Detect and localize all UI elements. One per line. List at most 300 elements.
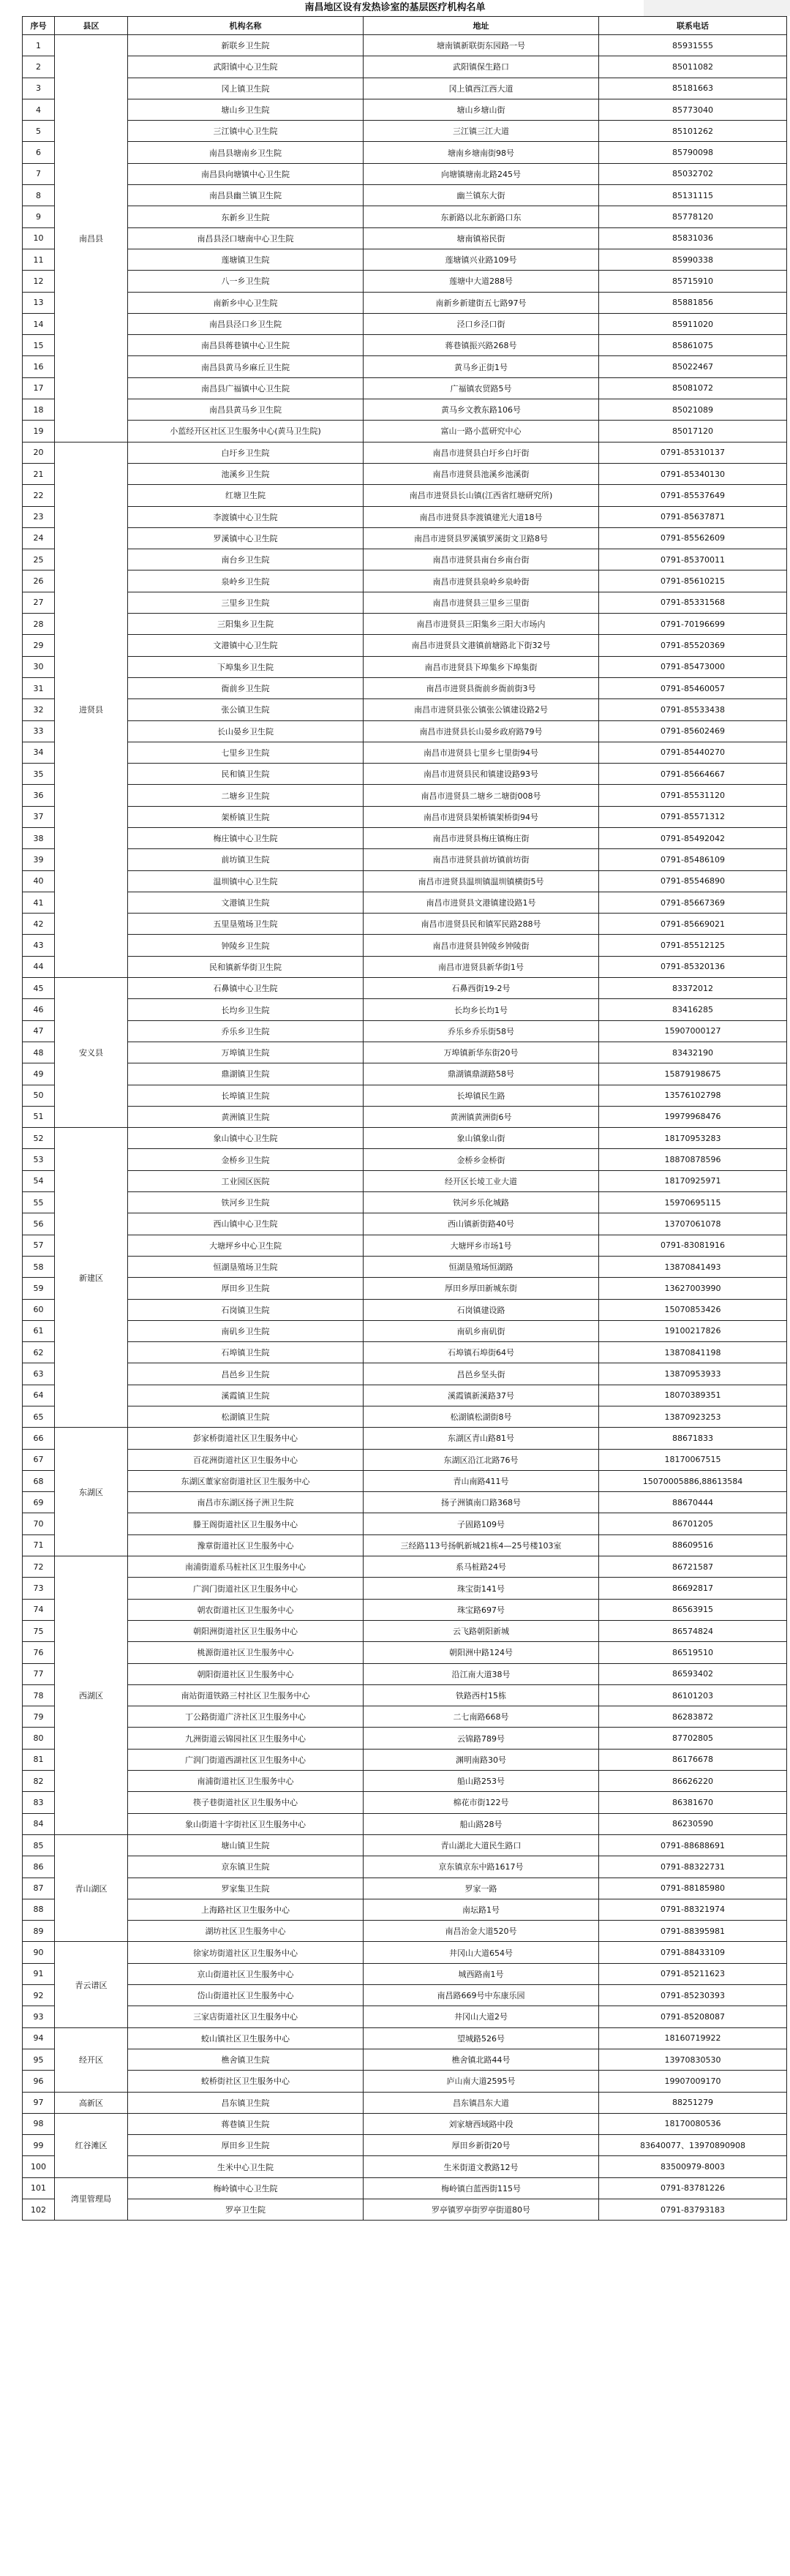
institution-name: 文港镇中心卫生院 <box>128 635 364 656</box>
phone-number: 85017120 <box>599 421 787 442</box>
row-index: 95 <box>23 2049 55 2070</box>
row-index: 54 <box>23 1170 55 1191</box>
table-row <box>23 1063 787 1085</box>
row-index: 62 <box>23 1342 55 1363</box>
row-index: 25 <box>23 549 55 570</box>
header-index: 序号 <box>23 17 55 35</box>
row-index: 50 <box>23 1085 55 1106</box>
address: 罗亭镇罗亭街罗亭街道80号 <box>364 2199 599 2220</box>
table-row <box>23 1106 787 1127</box>
table-row <box>23 1470 787 1491</box>
row-index: 83 <box>23 1792 55 1813</box>
phone-number: 0791-83081916 <box>599 1235 787 1256</box>
phone-number: 0791-88322731 <box>599 1856 787 1878</box>
phone-number: 88671833 <box>599 1428 787 1449</box>
row-index: 43 <box>23 935 55 956</box>
table-row <box>23 2177 787 2199</box>
institution-name: 梅岭镇中心卫生院 <box>128 2177 364 2199</box>
institution-name: 金桥乡卫生院 <box>128 1149 364 1170</box>
row-index: 85 <box>23 1834 55 1856</box>
address: 昌邑乡坚头街 <box>364 1363 599 1385</box>
institution-name: 长埠镇卫生院 <box>128 1085 364 1106</box>
address: 南昌市进贤县李渡镇建光大道18号 <box>364 506 599 527</box>
table-row <box>23 614 787 635</box>
header-address: 地址 <box>364 17 599 35</box>
row-index: 76 <box>23 1642 55 1663</box>
row-index: 10 <box>23 227 55 249</box>
phone-number: 0791-85667369 <box>599 892 787 913</box>
table-row <box>23 421 787 442</box>
table-row <box>23 2027 787 2049</box>
row-index: 81 <box>23 1749 55 1770</box>
row-index: 7 <box>23 163 55 184</box>
institution-name: 蛟桥街社区卫生服务中心 <box>128 2071 364 2092</box>
institution-name: 筷子巷街道社区卫生服务中心 <box>128 1792 364 1813</box>
phone-number: 0791-85602469 <box>599 720 787 742</box>
table-row <box>23 1878 787 1899</box>
institution-name: 八一乡卫生院 <box>128 271 364 292</box>
table-row <box>23 1363 787 1385</box>
table-row <box>23 2135 787 2156</box>
institution-name: 南昌县塘南乡卫生院 <box>128 142 364 163</box>
row-index: 4 <box>23 99 55 120</box>
row-index: 8 <box>23 185 55 206</box>
header-institution: 机构名称 <box>128 17 364 35</box>
address: 三经路113号扬帆新城21栋4—25号楼103室 <box>364 1534 599 1556</box>
institution-name: 三阳集乡卫生院 <box>128 614 364 635</box>
table-row <box>23 742 787 763</box>
address: 罗家一路 <box>364 1878 599 1899</box>
page-title: 南昌地区设有发热诊室的基层医疗机构名单 <box>304 2 486 13</box>
row-index: 80 <box>23 1728 55 1749</box>
table-row <box>23 870 787 892</box>
institution-name: 三江镇中心卫生院 <box>128 121 364 142</box>
row-index: 74 <box>23 1599 55 1620</box>
institution-name: 南昌县广福镇中心卫生院 <box>128 377 364 399</box>
row-index: 29 <box>23 635 55 656</box>
address: 长均乡长均1号 <box>364 999 599 1020</box>
address: 东新路以北东新路口东 <box>364 206 599 227</box>
table-row <box>23 313 787 334</box>
phone-number: 86381670 <box>599 1792 787 1813</box>
phone-number: 18170067515 <box>599 1449 787 1470</box>
address: 云锦路789号 <box>364 1728 599 1749</box>
phone-number: 85911020 <box>599 313 787 334</box>
address: 厚田乡厚田新城东街 <box>364 1278 599 1299</box>
table-row <box>23 699 787 720</box>
row-index: 92 <box>23 1985 55 2006</box>
clinic-table <box>22 16 787 2221</box>
table-row <box>23 806 787 827</box>
address: 南昌市进贤县长山镇(江西省红塘研究所) <box>364 485 599 506</box>
institution-name: 滕王阁街道社区卫生服务中心 <box>128 1513 364 1534</box>
address: 东湖区青山路81号 <box>364 1428 599 1449</box>
institution-name: 岱山街道社区卫生服务中心 <box>128 1985 364 2006</box>
table-row <box>23 1556 787 1578</box>
row-index: 99 <box>23 2135 55 2156</box>
phone-number: 13870923253 <box>599 1406 787 1428</box>
row-index: 15 <box>23 335 55 356</box>
phone-number: 18070389351 <box>599 1385 787 1406</box>
address: 刘家塘西域路中段 <box>364 2113 599 2134</box>
table-row <box>23 99 787 120</box>
phone-number: 88609516 <box>599 1534 787 1556</box>
phone-number: 86519510 <box>599 1642 787 1663</box>
phone-number: 0791-88321974 <box>599 1899 787 1920</box>
table-row <box>23 335 787 356</box>
institution-name: 民和镇卫生院 <box>128 764 364 785</box>
institution-name: 南昌市东湖区扬子洲卫生院 <box>128 1492 364 1513</box>
address: 昌东镇昌东大道 <box>364 2092 599 2113</box>
district-cell: 青云谱区 <box>55 1942 128 2027</box>
row-index: 90 <box>23 1942 55 1963</box>
institution-name: 石埠镇卫生院 <box>128 1342 364 1363</box>
phone-number: 0791-85340130 <box>599 463 787 484</box>
address: 南昌市进贤县梅庄镇梅庄街 <box>364 827 599 848</box>
address: 石岗镇建设路 <box>364 1299 599 1320</box>
institution-name: 南新乡中心卫生院 <box>128 292 364 313</box>
institution-name: 鼎湖镇卫生院 <box>128 1063 364 1085</box>
row-index: 13 <box>23 292 55 313</box>
table-row <box>23 656 787 677</box>
institution-name: 昌东镇卫生院 <box>128 2092 364 2113</box>
table-row <box>23 764 787 785</box>
table-row <box>23 292 787 313</box>
row-index: 2 <box>23 56 55 78</box>
table-row <box>23 442 787 463</box>
row-index: 16 <box>23 356 55 377</box>
address: 井冈山大道654号 <box>364 1942 599 1963</box>
row-index: 94 <box>23 2027 55 2049</box>
row-index: 72 <box>23 1556 55 1578</box>
institution-name: 七里乡卫生院 <box>128 742 364 763</box>
phone-number: 85181663 <box>599 78 787 99</box>
phone-number: 13707061078 <box>599 1213 787 1235</box>
phone-number: 0791-85537649 <box>599 485 787 506</box>
table-row <box>23 1642 787 1663</box>
institution-name: 李渡镇中心卫生院 <box>128 506 364 527</box>
row-index: 98 <box>23 2113 55 2134</box>
address: 恒湖垦殖场恒湖路 <box>364 1256 599 1277</box>
institution-name: 松湖镇卫生院 <box>128 1406 364 1428</box>
phone-number: 0791-88433109 <box>599 1942 787 1963</box>
row-index: 36 <box>23 785 55 806</box>
institution-name: 湖坊社区卫生服务中心 <box>128 1921 364 1942</box>
address: 船山路253号 <box>364 1771 599 1792</box>
row-index: 1 <box>23 35 55 56</box>
institution-name: 京山街道社区卫生服务中心 <box>128 1963 364 1984</box>
phone-number: 85011082 <box>599 56 787 78</box>
table-row <box>23 1020 787 1042</box>
table-row <box>23 1706 787 1728</box>
institution-name: 南昌县蒋巷镇中心卫生院 <box>128 335 364 356</box>
institution-name: 塘山镇卫生院 <box>128 1834 364 1856</box>
phone-number: 86692817 <box>599 1578 787 1599</box>
phone-number: 86101203 <box>599 1684 787 1706</box>
address: 南昌市进贤县南台乡南台街 <box>364 549 599 570</box>
row-index: 3 <box>23 78 55 99</box>
address: 樵舍镇北路44号 <box>364 2049 599 2070</box>
table-row <box>23 1192 787 1213</box>
district-cell: 西湖区 <box>55 1556 128 1835</box>
district-cell: 进贤县 <box>55 442 128 977</box>
address: 冈上镇西江西大道 <box>364 78 599 99</box>
phone-number: 0791-85531120 <box>599 785 787 806</box>
institution-name: 温圳镇中心卫生院 <box>128 870 364 892</box>
table-row <box>23 1320 787 1341</box>
table-row <box>23 356 787 377</box>
row-index: 66 <box>23 1428 55 1449</box>
table-row <box>23 1578 787 1599</box>
phone-number: 83432190 <box>599 1042 787 1063</box>
institution-name: 东湖区董家窑街道社区卫生服务中心 <box>128 1470 364 1491</box>
table-row <box>23 56 787 78</box>
district-cell: 青山湖区 <box>55 1834 128 1941</box>
phone-number: 85032702 <box>599 163 787 184</box>
row-index: 58 <box>23 1256 55 1277</box>
phone-number: 0791-85370011 <box>599 549 787 570</box>
table-row <box>23 142 787 163</box>
row-index: 71 <box>23 1534 55 1556</box>
phone-number: 83416285 <box>599 999 787 1020</box>
institution-name: 长山晏乡卫生院 <box>128 720 364 742</box>
table-row <box>23 978 787 999</box>
row-index: 88 <box>23 1899 55 1920</box>
address: 黄马乡正街1号 <box>364 356 599 377</box>
table-row <box>23 2049 787 2070</box>
row-index: 78 <box>23 1684 55 1706</box>
institution-name: 彭家桥街道社区卫生服务中心 <box>128 1428 364 1449</box>
district-cell: 南昌县 <box>55 35 128 442</box>
district-cell: 湾里管理局 <box>55 2177 128 2221</box>
table-row <box>23 1620 787 1641</box>
row-index: 19 <box>23 421 55 442</box>
institution-name: 三里乡卫生院 <box>128 592 364 613</box>
row-index: 79 <box>23 1706 55 1728</box>
row-index: 37 <box>23 806 55 827</box>
institution-name: 工业园区医院 <box>128 1170 364 1191</box>
table-row <box>23 1663 787 1684</box>
table-row <box>23 1213 787 1235</box>
row-index: 53 <box>23 1149 55 1170</box>
institution-name: 梅庄镇中心卫生院 <box>128 827 364 848</box>
address: 二七南路668号 <box>364 1706 599 1728</box>
phone-number: 0791-85331568 <box>599 592 787 613</box>
phone-number: 86283872 <box>599 1706 787 1728</box>
table-row <box>23 1942 787 1963</box>
address: 向塘镇塘南北路245号 <box>364 163 599 184</box>
address: 井冈山大道2号 <box>364 2006 599 2027</box>
address: 莲塘中大道288号 <box>364 271 599 292</box>
table-row <box>23 2006 787 2027</box>
address: 庐山南大道2595号 <box>364 2071 599 2092</box>
address: 珠宝街141号 <box>364 1578 599 1599</box>
phone-number: 85715910 <box>599 271 787 292</box>
phone-number: 0791-88395981 <box>599 1921 787 1942</box>
institution-name: 前坊镇卫生院 <box>128 849 364 870</box>
table-row <box>23 592 787 613</box>
row-index: 68 <box>23 1470 55 1491</box>
phone-number: 86176678 <box>599 1749 787 1770</box>
table-row <box>23 570 787 592</box>
phone-number: 13870953933 <box>599 1363 787 1385</box>
phone-number: 18170953283 <box>599 1128 787 1149</box>
address: 朝阳洲中路124号 <box>364 1642 599 1663</box>
institution-name: 罗溪镇中心卫生院 <box>128 527 364 549</box>
table-row <box>23 785 787 806</box>
table-row <box>23 35 787 56</box>
table-row <box>23 1299 787 1320</box>
address: 梅岭镇白蓝西街115号 <box>364 2177 599 2199</box>
address: 南昌市进贤县文港镇建设路1号 <box>364 892 599 913</box>
row-index: 70 <box>23 1513 55 1534</box>
row-index: 100 <box>23 2156 55 2177</box>
institution-name: 丁公路街道广济社区卫生服务中心 <box>128 1706 364 1728</box>
table-row <box>23 1963 787 1984</box>
institution-name: 石岗镇卫生院 <box>128 1299 364 1320</box>
row-index: 65 <box>23 1406 55 1428</box>
row-index: 84 <box>23 1813 55 1834</box>
table-row <box>23 485 787 506</box>
phone-number: 0791-70196699 <box>599 614 787 635</box>
institution-name: 小蓝经开区社区卫生服务中心(黄马卫生院) <box>128 421 364 442</box>
phone-number: 0791-85669021 <box>599 914 787 935</box>
address: 大塘坪乡市场1号 <box>364 1235 599 1256</box>
address: 黄洲镇黄洲街6号 <box>364 1106 599 1127</box>
table-row <box>23 1492 787 1513</box>
address: 南昌市进贤县三里乡三里街 <box>364 592 599 613</box>
table-row <box>23 1428 787 1449</box>
institution-name: 民和镇新华街卫生院 <box>128 956 364 977</box>
row-index: 102 <box>23 2199 55 2220</box>
phone-number: 86574824 <box>599 1620 787 1641</box>
phone-number: 15879198675 <box>599 1063 787 1085</box>
table-row <box>23 527 787 549</box>
row-index: 44 <box>23 956 55 977</box>
address: 泾口乡泾口街 <box>364 313 599 334</box>
phone-number: 19100217826 <box>599 1320 787 1341</box>
institution-name: 泉岭乡卫生院 <box>128 570 364 592</box>
row-index: 31 <box>23 677 55 698</box>
table-row <box>23 163 787 184</box>
phone-number: 0791-88688691 <box>599 1834 787 1856</box>
row-index: 60 <box>23 1299 55 1320</box>
address: 塘南镇新联街东园路一号 <box>364 35 599 56</box>
row-index: 48 <box>23 1042 55 1063</box>
phone-number: 0791-85664667 <box>599 764 787 785</box>
address: 子固路109号 <box>364 1513 599 1534</box>
institution-name: 衙前乡卫生院 <box>128 677 364 698</box>
institution-name: 长均乡卫生院 <box>128 999 364 1020</box>
table-row <box>23 1813 787 1834</box>
row-index: 93 <box>23 2006 55 2027</box>
table-row <box>23 249 787 270</box>
institution-name: 莲塘镇卫生院 <box>128 249 364 270</box>
table-row <box>23 2092 787 2113</box>
row-index: 22 <box>23 485 55 506</box>
district-cell: 经开区 <box>55 2027 128 2092</box>
address: 南昌市进贤县新华街1号 <box>364 956 599 977</box>
phone-number: 19907009170 <box>599 2071 787 2092</box>
table-row <box>23 227 787 249</box>
institution-name: 蒋巷镇卫生院 <box>128 2113 364 2134</box>
row-index: 67 <box>23 1449 55 1470</box>
row-index: 23 <box>23 506 55 527</box>
address: 系马桩路24号 <box>364 1556 599 1578</box>
phone-number: 18170925971 <box>599 1170 787 1191</box>
phone-number: 0791-85562609 <box>599 527 787 549</box>
row-index: 42 <box>23 914 55 935</box>
address: 长埠镇民生路 <box>364 1085 599 1106</box>
phone-number: 87702805 <box>599 1728 787 1749</box>
institution-name: 象山镇中心卫生院 <box>128 1128 364 1149</box>
phone-number: 86593402 <box>599 1663 787 1684</box>
phone-number: 0791-88185980 <box>599 1878 787 1899</box>
address: 经开区长堎工业大道 <box>364 1170 599 1191</box>
row-index: 26 <box>23 570 55 592</box>
address: 铁路西村15栋 <box>364 1684 599 1706</box>
address: 珠宝路697号 <box>364 1599 599 1620</box>
address: 塘南乡塘南街98号 <box>364 142 599 163</box>
phone-number: 0791-85610215 <box>599 570 787 592</box>
header-district: 县区 <box>55 17 128 35</box>
phone-number: 13870841198 <box>599 1342 787 1363</box>
address: 南坛路1号 <box>364 1899 599 1920</box>
phone-number: 86563915 <box>599 1599 787 1620</box>
row-index: 45 <box>23 978 55 999</box>
phone-number: 0791-85486109 <box>599 849 787 870</box>
table-row <box>23 377 787 399</box>
table-row <box>23 849 787 870</box>
phone-number: 83372012 <box>599 978 787 999</box>
table-row <box>23 677 787 698</box>
table-row <box>23 1513 787 1534</box>
phone-number: 85022467 <box>599 356 787 377</box>
address: 蒋巷镇振兴路268号 <box>364 335 599 356</box>
row-index: 5 <box>23 121 55 142</box>
address: 南昌市进贤县衙前乡衙前街3号 <box>364 677 599 698</box>
institution-name: 西山镇中心卫生院 <box>128 1213 364 1235</box>
district-cell: 新建区 <box>55 1128 128 1428</box>
table-row <box>23 1149 787 1170</box>
row-index: 20 <box>23 442 55 463</box>
phone-number: 85861075 <box>599 335 787 356</box>
table-row <box>23 2071 787 2092</box>
phone-number: 85790098 <box>599 142 787 163</box>
institution-name: 南昌县泾口乡卫生院 <box>128 313 364 334</box>
row-index: 91 <box>23 1963 55 1984</box>
address: 南昌市进贤县文港镇前塘路北下街32号 <box>364 635 599 656</box>
address: 船山路28号 <box>364 1813 599 1834</box>
phone-number: 0791-85208087 <box>599 2006 787 2027</box>
phone-number: 13627003990 <box>599 1278 787 1299</box>
address: 渊明南路30号 <box>364 1749 599 1770</box>
phone-number: 85081072 <box>599 377 787 399</box>
institution-name: 万埠镇卫生院 <box>128 1042 364 1063</box>
institution-name: 南昌县黄马乡卫生院 <box>128 399 364 421</box>
row-index: 14 <box>23 313 55 334</box>
phone-number: 0791-85320136 <box>599 956 787 977</box>
address: 南昌市进贤县温圳镇温圳镇横街5号 <box>364 870 599 892</box>
phone-number: 0791-85520369 <box>599 635 787 656</box>
phone-number: 83640077、13970890908 <box>599 2135 787 2156</box>
phone-number: 86626220 <box>599 1771 787 1792</box>
address: 南昌市进贤县民和镇军民路288号 <box>364 914 599 935</box>
institution-name: 大塘坪乡中心卫生院 <box>128 1235 364 1256</box>
institution-name: 罗亭卫生院 <box>128 2199 364 2220</box>
institution-name: 武阳镇中心卫生院 <box>128 56 364 78</box>
table-row <box>23 635 787 656</box>
